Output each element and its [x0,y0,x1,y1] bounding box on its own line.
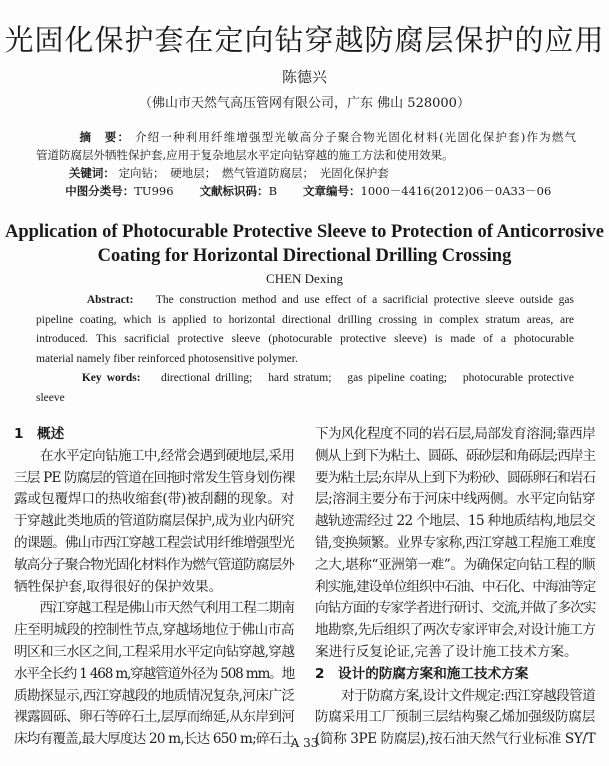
cn-keywords [36,164,576,182]
body-text-line: (简称 3PE 防腐层),按石油天然气行业标准 SY/T [315,731,596,748]
body-text-line: 在水平定向钻施工中,经常会遇到硬地层,采用 [14,447,295,464]
article-no-value: 1000－4416(2012)06－0A33－06 [360,184,552,198]
body-text-line: 露或包覆焊口的热收缩套(带)被刮翻的现象。对 [14,491,295,508]
section-heading: 1 概述 [14,426,65,442]
body-text-line: 三层 PE 防腐层的管道在回拖时常发生管身划伤裸 [14,469,295,486]
en-keywords-text: directional drilling; hard stratum; gas pipeline coating; photocurable protective [160,372,575,384]
doc-code-label: 文献标识码： [199,184,269,198]
cn-abstract-line [36,128,576,146]
cn-author: 陈德兴 [281,68,327,86]
body-text-line: 要为粘土层;东岸从上到下为粉砂、圆砾卵石和岩石 [315,469,595,486]
body-text-line: 对于防腐方案,设计文件规定:西江穿越段管道 [315,687,595,704]
body-text-line: 床均有覆盖,最大厚度达 20 m,长达 650 m;碎石土 [14,731,295,748]
body-text-line: 错,变换频繁。业界专家称,西江穿越工程施工难度 [315,534,596,551]
en-title-line: Coating for Horizontal Directional Drilling Crossing [97,246,512,266]
en-abstract-line [36,291,574,311]
body-text-line: 于穿越此类地质的管道防腐层保护,成为业内研究 [14,513,294,530]
body-text-line: 庄至明城段的控制性节点,穿越场地位于佛山市高 [14,622,294,639]
body-text-line: 水平全长约 1 468 m,穿越管道外径为 508 mm。地 [14,665,294,682]
en-abstract-line: material namely fiber reinforced photosensitive polymer. [36,352,298,365]
body-text-line: 敏高分子聚合物光固化材料作为燃气管道防腐层外 [14,556,294,573]
body-text-line: 利实施,建设单位组织中石油、中石化、中海油等定 [315,578,596,595]
page-number: · A 33 · [282,736,326,750]
body-text-line: 下为风化程度不同的岩石层,局部发育溶洞;靠西岸 [315,426,595,442]
body-text-line: 层;溶洞主要分布于河床中线两侧。水平定向钻穿 [315,491,595,508]
body-text-line: 明区和三水区之间,工程采用水平定向钻穿越,穿越 [14,643,295,660]
body-text-line: 越轨迹需经过 22 个地层、15 种地质结构,地层交 [315,513,595,530]
cn-abstract-label: 摘 要： [79,130,131,144]
clc-label: 中图分类号： [65,184,135,198]
en-author: CHEN Dexing [266,271,343,286]
body-text-line: 向钻方面的专家学者进行研讨、交流,并做了多次实 [315,600,596,617]
body-text-line: 西江穿越工程是佛山市天然气利用工程二期南 [14,600,294,617]
en-title [0,220,609,268]
cn-keywords-text: 定向钻； 硬地层； 燃气管道防腐层； 光固化保护套 [118,166,389,180]
body-text-line: 牺牲保护套,取得很好的保护效果。 [14,578,223,595]
cn-abstract-text: 介绍一种利用纤维增强型光敏高分子聚合物光固化材料(光固化保护套)作为燃气 [134,130,576,144]
cn-affiliation: （佛山市天然气高压管网有限公司，广东 佛山 528000） [139,96,470,111]
en-abstract [36,291,574,408]
cn-abstract-line: 管道防腐层外牺牲保护套,应用于复杂地层水平定向钻穿越的施工方法和使用效果。 [36,148,454,162]
body-text-line: 侧从上到下为粘土、圆砾、砾砂层和角砾层;西岸主 [315,447,595,464]
body-column-right [315,424,595,751]
cn-classification [36,182,576,200]
body-text-line: 案进行反复论证,完善了设计施工技术方案。 [315,643,578,660]
en-title-line: Application of Photocurable Protective Sleeve to Protection of Anticorrosive [4,222,605,242]
body-text-line: 的课题。佛山市西江穿越工程尝试用纤维增强型光 [14,534,294,551]
en-keywords-label: Key words: [81,372,141,384]
en-keywords [36,369,574,389]
body-text-line: 地勘察,先后组织了两次专家评审会,对设计施工方 [315,622,596,639]
article-no-label: 文章编号： [303,184,361,198]
cn-keywords-label: 关键词： [68,166,115,180]
body-text-line: 质勘探显示,西江穿越段的地质情况复杂,河床广泛 [14,687,295,704]
en-abstract-line: pipeline coating, which is applied to horizontal directional drilling crossing in complex stratum areas, are [36,313,574,326]
section-heading: 2 设计的防腐方案和施工技术方案 [315,665,529,682]
clc-value: TU996 [134,184,174,198]
en-abstract-line: introduced. This sacrificial protective sleeve (photocurable protective sleeve) is made of a photocurable [36,333,574,345]
cn-title: 光固化保护套在定向钻穿越防腐层保护的应用 [4,23,605,57]
en-abstract-label: Abstract: [86,294,134,306]
en-abstract-text: The construction method and use effect of a sacrificial protective sleeve outside gas [155,294,575,306]
en-keywords-line: sleeve [36,391,65,404]
body-text-line: 防腐采用工厂预制三层结构聚乙烯加强级防腐层 [315,709,595,726]
cn-abstract [36,128,576,200]
body-column-left [14,424,294,751]
body-text-line: 裸露圆砾、卵石等碎石土,层厚而绵延,从东岸到河 [14,709,295,726]
body-text-line: 之大,堪称“亚洲第一难”。为确保定向钻工程的顺 [315,556,595,573]
doc-code-value: B [268,184,278,198]
